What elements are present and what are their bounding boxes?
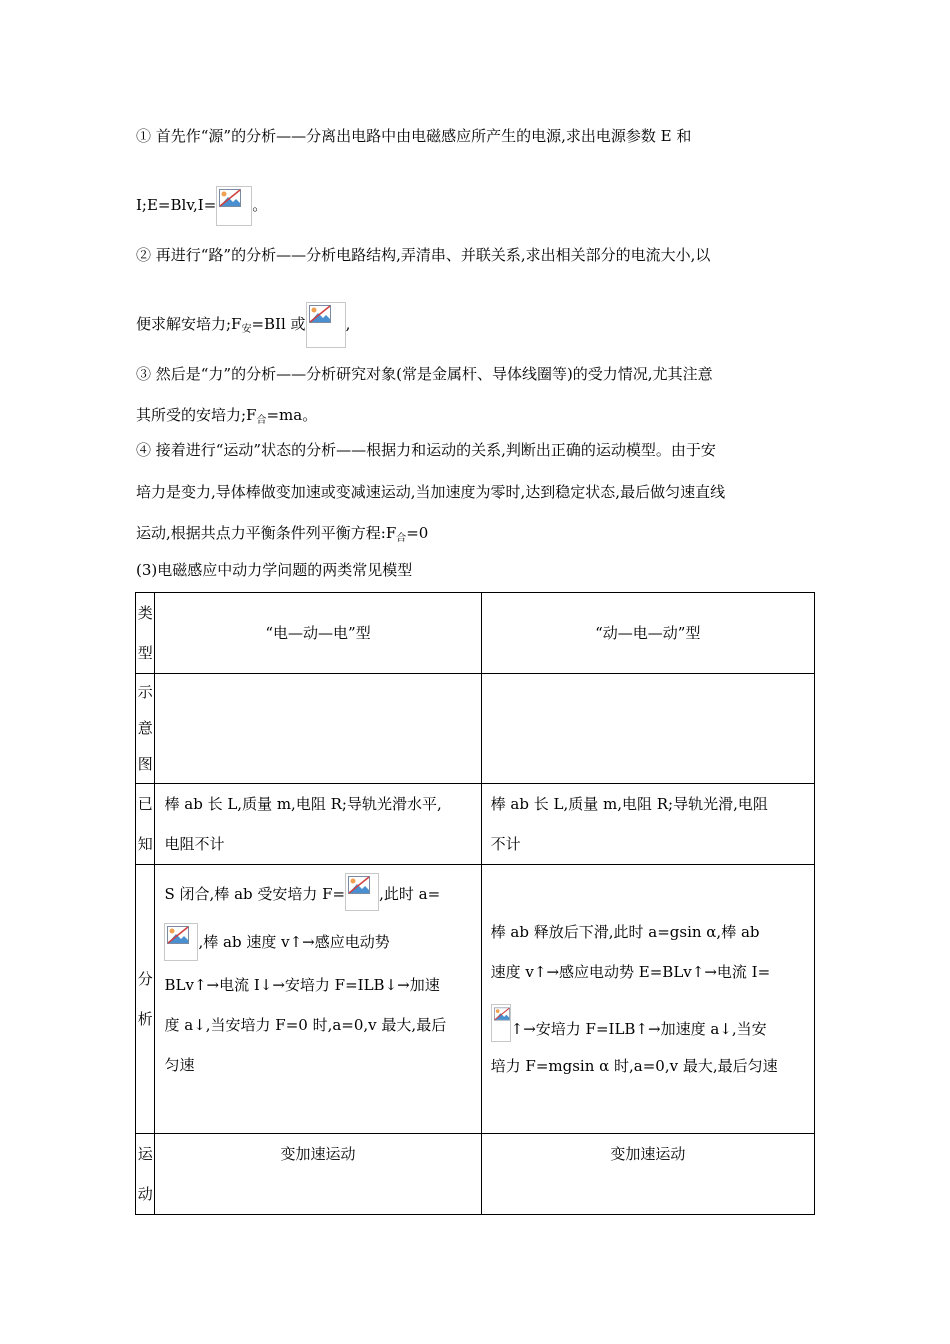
label-char: 已 <box>137 795 153 813</box>
analysis-col1 <box>155 865 481 1134</box>
label-char: 运 <box>137 1145 153 1163</box>
label-char: 类 <box>137 604 153 622</box>
cell-line <box>491 992 805 1046</box>
cell-line: 度 a↓,当安培力 F=0 时,a=0,v 最大,最后 <box>164 1016 447 1034</box>
table-row-motion <box>136 1134 815 1215</box>
period-text: 。 <box>252 196 268 214</box>
cell-line: 棒 ab 释放后下滑,此时 a=gsin α,棒 ab <box>490 923 760 941</box>
cell-line: 不计 <box>490 835 521 853</box>
row-label <box>136 674 155 784</box>
type-col1: “电—动—电”型 <box>155 593 481 674</box>
known-col1 <box>155 784 481 865</box>
table-row-analysis <box>136 865 815 1134</box>
formula-image-icon <box>164 923 198 961</box>
cell-text: ↑→安培力 F=ILB↑→加速度 a↓,当安 <box>510 1020 767 1038</box>
subscript: 合 <box>396 533 407 544</box>
row-label <box>136 865 155 1134</box>
paragraph-4-line-2: 培力是变力,导体棒做变加速或变减速运动,当加速度为零时,达到稳定状态,最后做匀速直线 <box>136 483 726 501</box>
subscript: 安 <box>241 324 252 335</box>
diagram-col2 <box>481 674 814 784</box>
cell-line <box>164 913 471 965</box>
formula-image-icon <box>306 302 346 348</box>
subscript: 合 <box>256 415 267 426</box>
section-heading: (3)电磁感应中动力学问题的两类常见模型 <box>136 561 413 579</box>
comma-text: , <box>345 315 351 333</box>
paragraph-1-line-1: ① 首先作“源”的分析——分离出电路中由电磁感应所产生的电源,求出电源参数 E 和 <box>136 127 692 145</box>
row-label <box>136 784 155 865</box>
paragraph-3-line-1: ③ 然后是“力”的分析——分析研究对象(常是金属杆、导体线圈等)的受力情况,尤其注意 <box>136 365 713 383</box>
cell-line: 棒 ab 长 L,质量 m,电阻 R;导轨光滑,电阻 <box>490 795 768 813</box>
label-char: 动 <box>137 1185 153 1203</box>
formula-image-icon <box>216 186 252 226</box>
formula-image-icon <box>345 873 379 911</box>
paragraph-2-line-1: ② 再进行“路”的分析——分析电路结构,弄清串、并联关系,求出相关部分的电流大小,以 <box>136 246 711 264</box>
paragraph-3-line-2 <box>136 405 317 431</box>
paragraph-4-line-3 <box>136 523 428 549</box>
cell-line <box>164 873 471 913</box>
label-char: 分 <box>137 970 153 988</box>
formula-text: =0 <box>406 524 429 542</box>
diagram-col1 <box>155 674 481 784</box>
cell-line: 速度 v↑→感应电动势 E=BLv↑→电流 I= <box>490 963 771 981</box>
label-char: 析 <box>137 1010 153 1028</box>
formula-image-icon <box>491 1004 511 1042</box>
cell-text: ,此时 a= <box>379 885 441 903</box>
formula-text: 其所受的安培力;F <box>136 406 257 424</box>
formula-text: I;E=Blv,I= <box>136 196 217 214</box>
cell-line: 棒 ab 长 L,质量 m,电阻 R;导轨光滑水平, <box>164 795 442 813</box>
cell-line: 电阻不计 <box>164 835 225 853</box>
label-char: 图 <box>137 755 153 773</box>
table-row-type <box>136 593 815 674</box>
formula-text: =ma。 <box>266 406 318 424</box>
paragraph-4-line-1: ④ 接着进行“运动”状态的分析——根据力和运动的关系,判断出正确的运动模型。由于安 <box>136 441 716 459</box>
table-row-diagram <box>136 674 815 784</box>
row-label <box>136 1134 155 1215</box>
formula-text: 运动,根据共点力平衡条件列平衡方程:F <box>136 524 397 542</box>
cell-text: S 闭合,棒 ab 受安培力 F= <box>164 885 346 903</box>
motion-col1: 变加速运动 <box>155 1134 481 1215</box>
formula-text: 便求解安培力;F <box>136 315 242 333</box>
table-row-known <box>136 784 815 865</box>
analysis-col2 <box>481 865 814 1134</box>
cell-line: 匀速 <box>164 1056 195 1074</box>
cell-line: 培力 F=mgsin α 时,a=0,v 最大,最后匀速 <box>490 1057 778 1075</box>
formula-text: =BIl 或 <box>251 315 306 333</box>
motion-col2: 变加速运动 <box>481 1134 814 1215</box>
known-col2 <box>481 784 814 865</box>
label-char: 示 <box>137 683 153 701</box>
paragraph-1-line-2 <box>136 186 267 226</box>
models-table <box>135 592 815 1215</box>
paragraph-2-line-2 <box>136 302 350 348</box>
label-char: 知 <box>137 835 153 853</box>
type-col2: “动—电—动”型 <box>481 593 814 674</box>
cell-line: BLv↑→电流 I↓→安培力 F=ILB↓→加速 <box>164 976 440 994</box>
row-label <box>136 593 155 674</box>
label-char: 意 <box>137 719 153 737</box>
label-char: 型 <box>137 644 153 662</box>
cell-text: ,棒 ab 速度 v↑→感应电动势 <box>198 933 390 951</box>
